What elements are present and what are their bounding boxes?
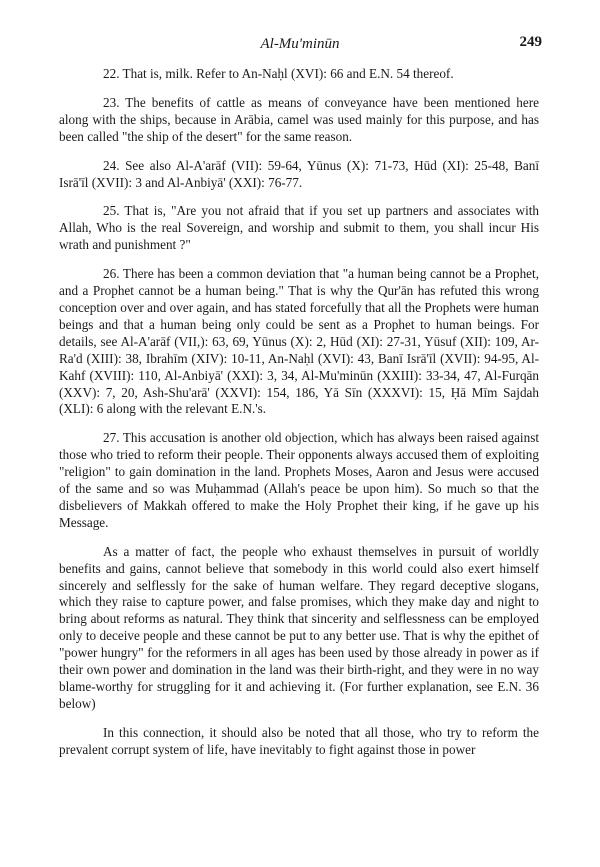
note-27-continued: As a matter of fact, the people who exhaust themselves in pursuit of worldly benefits and gains, cannot believe that somebody in this world could also exert himself sincerely and selflessly for the sake of human welfare. They regard deceptive slogans, which they raise to capture power, and false promises, which they make day and night to bring about reforms as natural. They think that sincerity and selflessness can be employed only to deceive people and these cannot be put to any better use. That is why the epithet of "power hungry" for the reformers in all ages has been used by those already in power as if their own power and domination in the land was their birth-right, and they were in no way blame-worthy for struggling for it and achieving it. (For further explanation, see E.N. 36 below) bbox=[59, 543, 539, 711]
page-number: 249 bbox=[519, 34, 542, 50]
note-24: 24. See also Al-A'arāf (VII): 59-64, Yūnus (X): 71-73, Hūd (XI): 25-48, Banī Isrā'īl (XVII): 3 and Al-Anbiyā' (XXI): 76-77. bbox=[59, 157, 539, 190]
note-26: 26. There has been a common deviation that "a human being cannot be a Prophet, and a Prophet cannot be a human being." That is why the Qur'ān has refuted this wrong conception over and over again, and has stated forcefully that all the Prophets were human beings and that a human being only could be sent as a Prophet to human beings. For details, see Al-A'arāf (VII,): 63, 69, Yūnus (X): 2, Hūd (XI): 27-31, Yūsuf (XII): 109, Ar-Ra'd (XIII): 38, Ibrahīm (XIV): 10-11, An-Naḥl (XVI): 43, Banī Isrā'īl (XVII): 94-95, Al-Kahf (XVIII): 110, Al-Anbiyā' (XXI): 3, 34, Al-Mu'minūn (XXIII): 33-34, 47, Al-Furqān (XXV): 7, 20, Ash-Shu'arā' (XXVI): 154, 186, Yā Sīn (XXXVI): 15, Ḥā Mīm Sajdah (XLI): 6 along with the relevant E.N.'s. bbox=[59, 266, 539, 417]
running-title: Al-Mu'minūn bbox=[260, 36, 340, 52]
note-27: 27. This accusation is another old objection, which has always been raised against those who tried to reform their people. Their opponents always accused them of exploiting "religion" to gain domination in the land. Prophets Moses, Aaron and Jesus were accused of the same and so was Muḥammad (Allah's peace be upon him). So much so that the disbelievers of Makkah offered to make the Holy Prophet their king, if he gave up his Message. bbox=[59, 430, 539, 530]
note-23: 23. The benefits of cattle as means of conveyance have been mentioned here along with the ships, because in Arābia, camel was used mainly for this purpose, and has been called "the ship of the desert" for the same reason. bbox=[59, 94, 539, 144]
note-27-final: In this connection, it should also be noted that all those, who try to reform the prevalent corrupt system of life, have inevitably to fight against those in power bbox=[59, 724, 539, 757]
page-header bbox=[0, 36, 600, 56]
note-25: 25. That is, "Are you not afraid that if you set up partners and associates with Allah, Who is the real Sovereign, and worship and submit to them, you shall incur His wrath and punishment ?" bbox=[59, 203, 539, 253]
note-22: 22. That is, milk. Refer to An-Naḥl (XVI): 66 and E.N. 54 thereof. bbox=[103, 66, 454, 81]
notes-body bbox=[59, 66, 539, 769]
